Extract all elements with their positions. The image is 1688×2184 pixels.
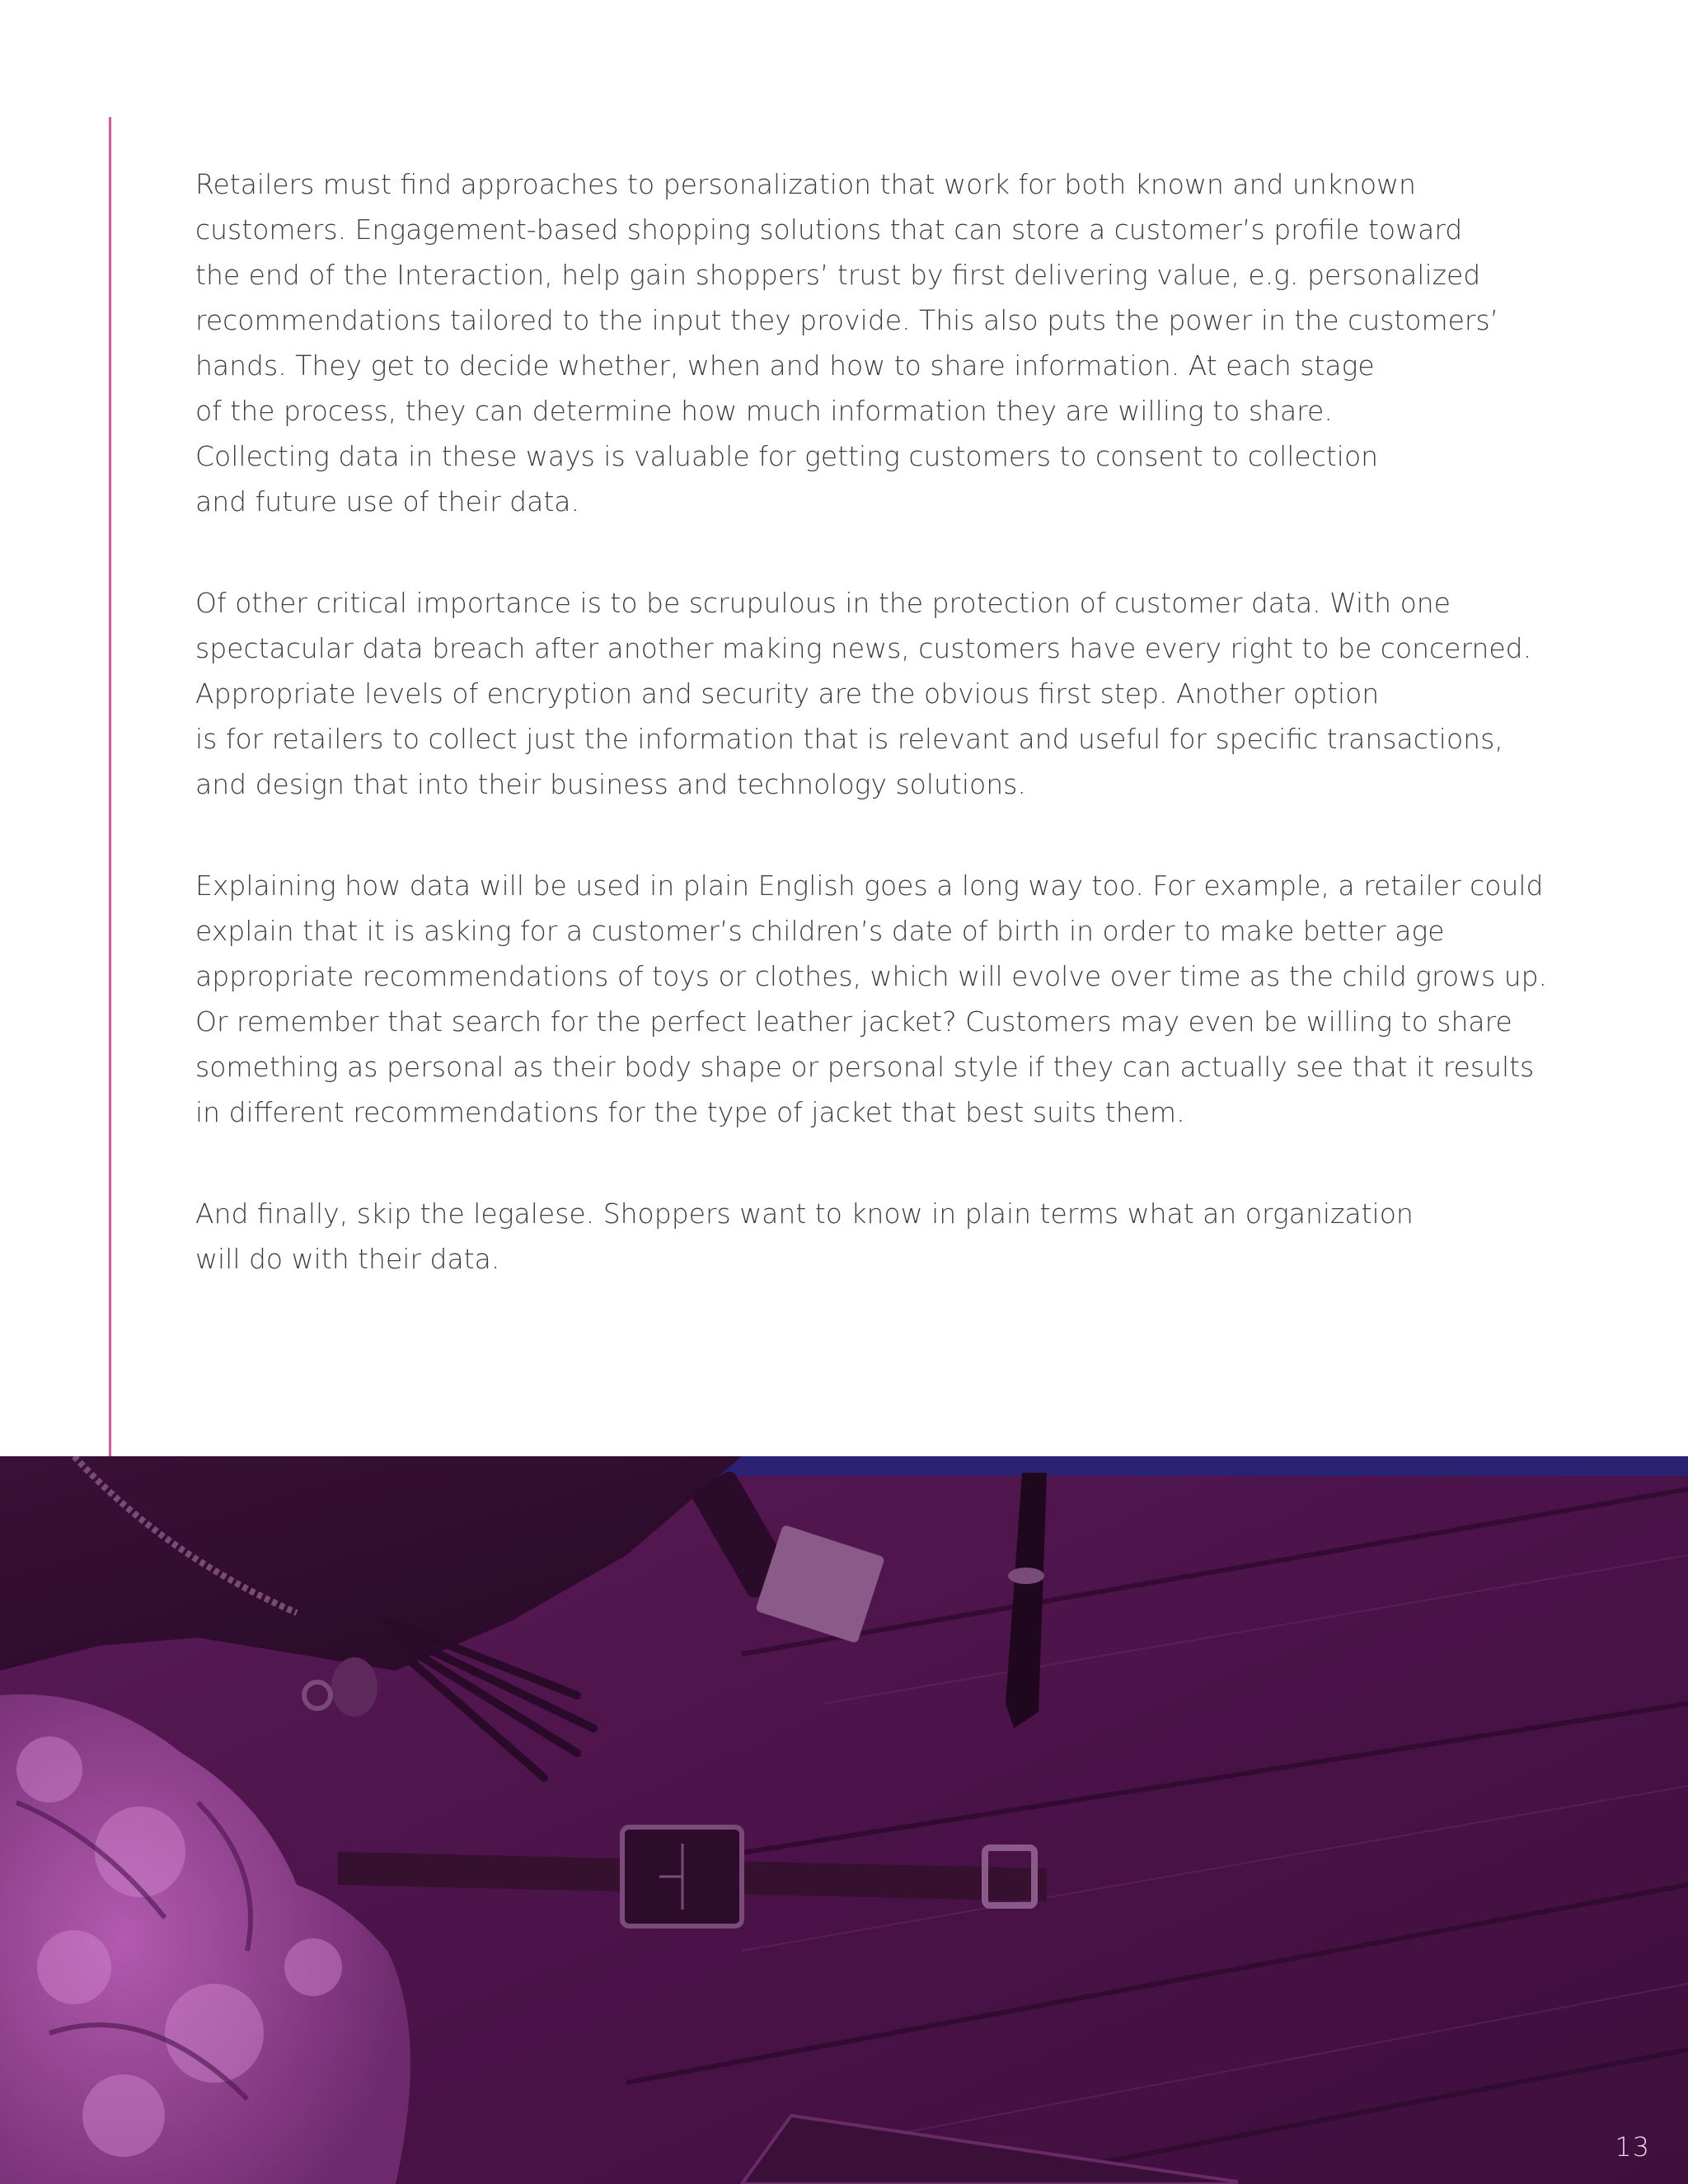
text-line: Of other critical importance is to be scrupulous in the protection of customer data. With one: [195, 587, 1451, 619]
page-number: 13: [1615, 2131, 1650, 2163]
photo-illustration: [0, 1456, 1688, 2184]
accent-vertical-line: [109, 117, 111, 1456]
paragraph-legalese: [195, 1191, 1555, 1282]
text-line: the end of the Interaction, help gain shoppers’ trust by first delivering value, e.g. personalized: [195, 259, 1481, 291]
accessories-photo: [0, 1456, 1688, 2184]
text-line: spectacular data breach after another making news, customers have every right to be concerned.: [195, 632, 1532, 664]
text-line: Explaining how data will be used in plain English goes a long way too. For example, a retailer could: [195, 869, 1544, 902]
text-line: in different recommendations for the type of jacket that best suits them.: [195, 1096, 1185, 1128]
text-line: Retailers must find approaches to personalization that work for both known and unknown: [195, 168, 1416, 200]
text-line: recommendations tailored to the input they provide. This also puts the power in the customers’: [195, 304, 1499, 336]
paragraph-data-protection: [195, 580, 1555, 807]
paragraph-plain-english: [195, 863, 1555, 1135]
text-line: will do with their data.: [195, 1243, 500, 1275]
text-line: of the process, they can determine how much information they are willing to share.: [195, 395, 1333, 427]
body-text: [195, 162, 1555, 1338]
text-line: Appropriate levels of encryption and security are the obvious first step. Another option: [195, 677, 1380, 710]
text-line: And finally, skip the legalese. Shoppers want to know in plain terms what an organization: [195, 1197, 1414, 1230]
text-line: Collecting data in these ways is valuable for getting customers to consent to collection: [195, 440, 1379, 472]
text-line: something as personal as their body shape or personal style if they can actually see that it results: [195, 1051, 1535, 1083]
text-line: is for retailers to collect just the information that is relevant and useful for specific transactions,: [195, 723, 1503, 755]
text-line: and design that into their business and technology solutions.: [195, 768, 1026, 800]
text-line: customers. Engagement-based shopping solutions that can store a customer’s profile toward: [195, 213, 1463, 246]
text-line: explain that it is asking for a customer’s children’s date of birth in order to make better age: [195, 915, 1445, 947]
text-line: Or remember that search for the perfect leather jacket? Customers may even be willing to share: [195, 1005, 1512, 1038]
text-line: appropriate recommendations of toys or clothes, which will evolve over time as the child grows up.: [195, 960, 1548, 992]
text-line: and future use of their data.: [195, 485, 579, 518]
text-line: hands. They get to decide whether, when and how to share information. At each stage: [195, 349, 1375, 382]
paragraph-personalization: [195, 162, 1555, 524]
